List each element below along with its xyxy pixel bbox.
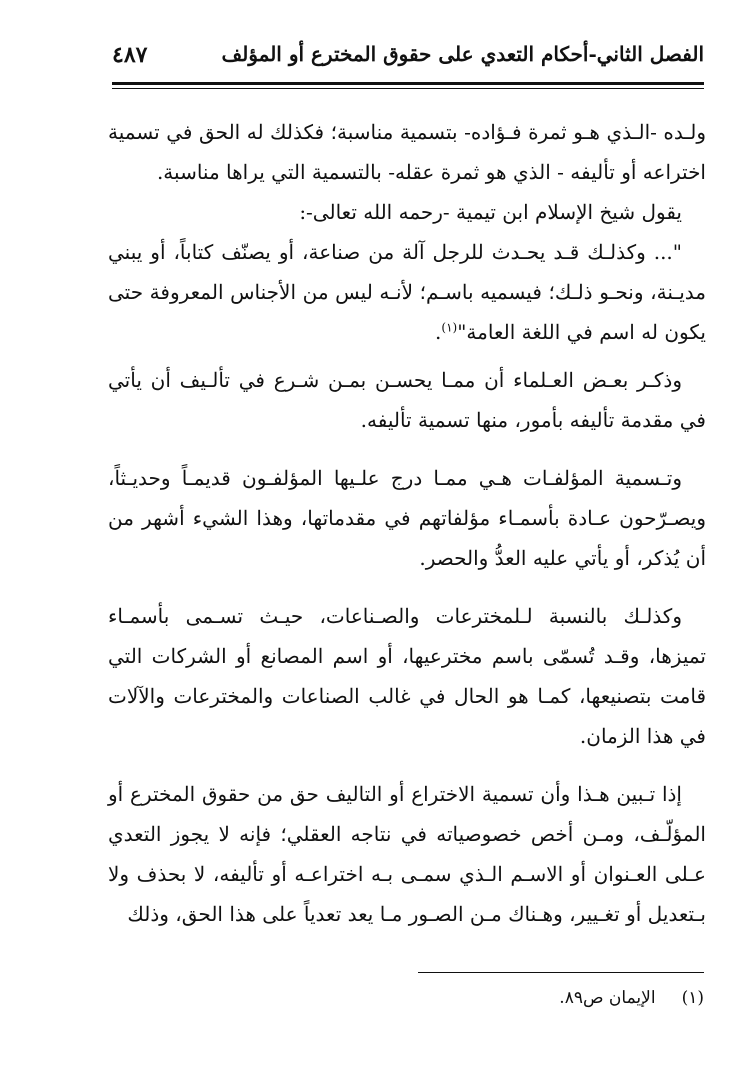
paragraph-4: وذكـر بعـض العـلماء أن ممـا يحسـن بمـن شـرع في تألـيف أن يأتي في مقدمة تأليفه بأمور، منها تسمية تأليفه. xyxy=(108,368,706,432)
page-number: ٤٨٧ xyxy=(112,42,148,68)
quote-paragraph: "... وكذلـك قـد يحـدث للرجل آلة من صناعة، أو يصنّف كتاباً، أو يبني مديـنة، ونحـو ذلـك؛ فيسميه باسـم؛ لأنـه ليس من الأجناس المعروفة حتى يكون له اسم في اللغة العامة"$^{(١)}$. xyxy=(108,240,706,344)
footnote-reference: (١) xyxy=(441,320,458,335)
paragraph-6: وكذلـك بالنسبة لـلمخترعات والصـناعات، حيـث تسـمى بأسمـاء تميزها، وقـد تُسمّى باسم مخترعيها، أو اسم المصانع أو الشركات التي قامت بتصنيعها، كمـا هو الحال في غالب الصناعات والمخترعات والآلات في هذا الزمان. xyxy=(108,604,706,748)
footnote-text: الإيمان ص٨٩. xyxy=(559,988,656,1008)
page-header xyxy=(112,38,704,78)
footnote-separator xyxy=(418,972,704,973)
footnote-number: (١) xyxy=(681,988,704,1008)
quote-text: "... وكذلـك قـد يحـدث للرجل آلة من صناعة، أو يصنّف كتاباً، أو يبني مديـنة، ونحـو ذلـك؛ فيسميه باسـم؛ لأنـه ليس من الأجناس المعروفة حتى يكون له اسم في اللغة العامة" xyxy=(108,240,706,344)
body-text xyxy=(108,112,706,934)
header-rule-thin xyxy=(112,88,704,89)
paragraph-1: ولـده -الـذي هـو ثمرة فـؤاده- بتسمية مناسبة؛ فكذلك له الحق في تسمية اختراعه أو تأليفه - الذي هو ثمرة عقله- بالتسمية التي يراها مناسبة. xyxy=(108,120,706,184)
header-rule-thick xyxy=(112,82,704,85)
paragraph-2: يقول شيخ الإسلام ابن تيمية -رحمه الله تعالى-: xyxy=(299,200,682,224)
paragraph-7: إذا تـبين هـذا وأن تسمية الاختراع أو التاليف حق من حقوق المخترع أو المؤلّـف، ومـن أخص خصوصياته في نتاجه العقلي؛ فإنه لا يجوز التعدي عـلى العـنوان أو الاسـم الـذي سمـى بـه اختراعـه أو تأليفه، لا بحذف ولا بـتعديل أو تغـيير، وهـناك مـن الصـور مـا يعد تعدياً على هذا الحق، وذلك xyxy=(108,782,706,926)
paragraph-5: وتـسمية المؤلفـات هـي ممـا درج علـيها المؤلفـون قديمـاً وحديـثاً، ويصـرّحون عـادة بأسمـاء مؤلفاتهم في مقدماتها، وهذا الشيء أشهر من أن يُذكر، أو يأتي عليه العدُّ والحصر. xyxy=(108,466,706,570)
footnote xyxy=(559,988,704,1008)
running-title: الفصل الثاني-أحكام التعدي على حقوق المخترع أو المؤلف xyxy=(221,42,704,66)
